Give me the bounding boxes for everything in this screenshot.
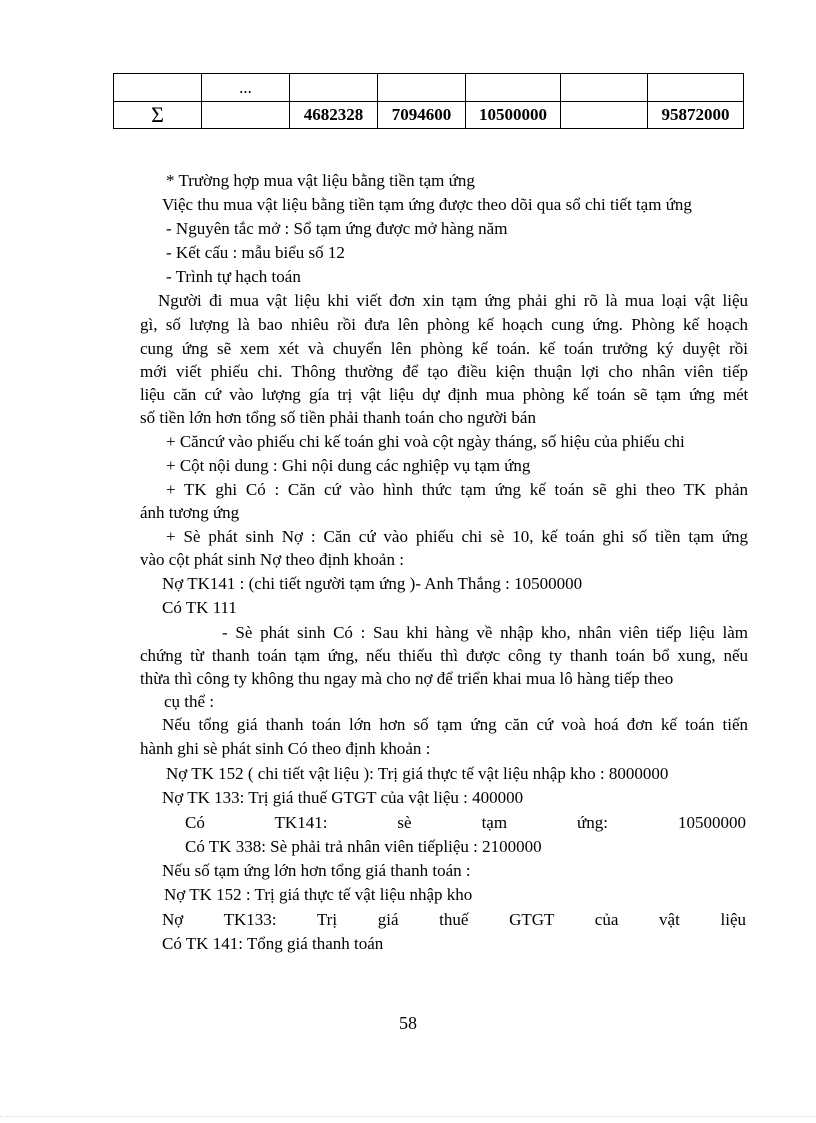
table-cell xyxy=(290,74,378,102)
text-line: + Cột nội dung : Ghi nội dung các nghiệp vụ tạm ứng xyxy=(166,456,531,475)
text-line: Nếu tổng giá thanh toán lớn hơn số tạm ứng căn cứ voà hoá đơn kế toán tiến xyxy=(162,715,748,734)
text-line: liệu căn cứ vào lượng gía trị vật liệu dự định mua phòng kế toán sẽ tạm ứng mét xyxy=(140,385,748,404)
text-line: cụ thể : xyxy=(164,692,215,711)
table-cell xyxy=(202,102,290,129)
text-line: cung ứng sẽ xem xét và chuyển lên phòng kế toán. kế toán trưởng ký duyệt rồi xyxy=(140,339,748,358)
table-cell: 4682328 xyxy=(290,102,378,129)
text-line: Có TK 141: Tổng giá thanh toán xyxy=(162,934,384,953)
page-number: 58 xyxy=(399,1013,417,1033)
text-line: ánh tương ứng xyxy=(140,503,240,522)
text-line: Nợ TK141 : (chi tiết người tạm ứng )- Anh Thắng : 10500000 xyxy=(162,574,583,593)
page-divider xyxy=(0,1116,816,1117)
text-line: + Sè phát sinh Nợ : Căn cứ vào phiếu chi sè 10, kế toán ghi số tiền tạm ứng xyxy=(166,527,748,546)
text-line: Có TK141: sè tạm ứng: 10500000 xyxy=(185,813,746,832)
table-row-total xyxy=(114,102,744,129)
text-line: số tiền lớn hơn tổng số tiền phải thanh toán cho người bán xyxy=(140,408,536,427)
text-line: mới viết phiếu chi. Thông thường để tạo điều kiện thuận lợi cho nhân viên tiếp xyxy=(140,362,748,381)
table-row xyxy=(114,74,744,102)
table-cell xyxy=(648,74,744,102)
text-line: Người đi mua vật liệu khi viết đơn xin tạm ứng phải ghi rõ là mua loại vật liệu xyxy=(158,291,748,310)
table-cell: 10500000 xyxy=(466,102,561,129)
text-line: vào cột phát sinh Nợ theo định khoản : xyxy=(140,550,404,569)
table-cell: ... xyxy=(202,74,290,102)
text-line: Việc thu mua vật liệu bằng tiền tạm ứng được theo dõi qua sổ chi tiết tạm ứng xyxy=(162,195,692,214)
text-line: - Kết cấu : mẫu biểu số 12 xyxy=(166,243,345,262)
table-cell: 7094600 xyxy=(378,102,466,129)
text-line: - Trình tự hạch toán xyxy=(166,267,301,286)
text-line: - Nguyên tắc mở : Sổ tạm ứng được mở hàng năm xyxy=(166,219,508,238)
summary-table xyxy=(113,73,744,129)
text-line: Nợ TK 133: Trị giá thuế GTGT của vật liệu : 400000 xyxy=(162,788,524,807)
table-cell xyxy=(114,74,202,102)
text-line: Nếu số tạm ứng lớn hơn tổng giá thanh toán : xyxy=(162,861,471,880)
table-cell xyxy=(561,102,648,129)
table-cell xyxy=(466,74,561,102)
text-line: hành ghi sè phát sinh Có theo định khoản : xyxy=(140,739,431,758)
table-cell xyxy=(378,74,466,102)
section-heading: * Trường hợp mua vật liệu bằng tiền tạm ứng xyxy=(166,171,475,190)
text-line: Có TK 111 xyxy=(162,598,237,617)
text-line: + TK ghi Có : Căn cứ vào hình thức tạm ứng kế toán sẽ ghi theo TK phản xyxy=(166,480,748,499)
text-line: Nợ TK 152 ( chi tiết vật liệu ): Trị giá thực tế vật liệu nhập kho : 8000000 xyxy=(166,764,669,783)
text-line: Có TK 338: Sè phải trả nhân viên tiếpliệu : 2100000 xyxy=(185,837,542,856)
text-line: gì, số lượng là bao nhiêu rồi đưa lên phòng kế hoạch cung ứng. Phòng kế hoạch xyxy=(140,315,748,334)
text-line: Nợ TK133: Trị giá thuế GTGT của vật liệu xyxy=(162,910,746,929)
table-cell: 95872000 xyxy=(648,102,744,129)
text-line: + Căncứ vào phiếu chi kế toán ghi voà cột ngày tháng, số hiệu của phiếu chi xyxy=(166,432,685,451)
sum-symbol-cell: Σ xyxy=(114,102,202,129)
text-line: chứng từ thanh toán tạm ứng, nếu thiếu thì được công ty thanh toán bổ xung, nếu xyxy=(140,646,748,665)
text-line: Nợ TK 152 : Trị giá thực tế vật liệu nhập kho xyxy=(164,885,473,904)
text-line: thừa thì công ty không thu ngay mà cho nợ để triển khai mua lô hàng tiếp theo xyxy=(140,669,674,688)
table-cell xyxy=(561,74,648,102)
text-line: - Sè phát sinh Có : Sau khi hàng về nhập kho, nhân viên tiếp liệu làm xyxy=(222,623,748,642)
